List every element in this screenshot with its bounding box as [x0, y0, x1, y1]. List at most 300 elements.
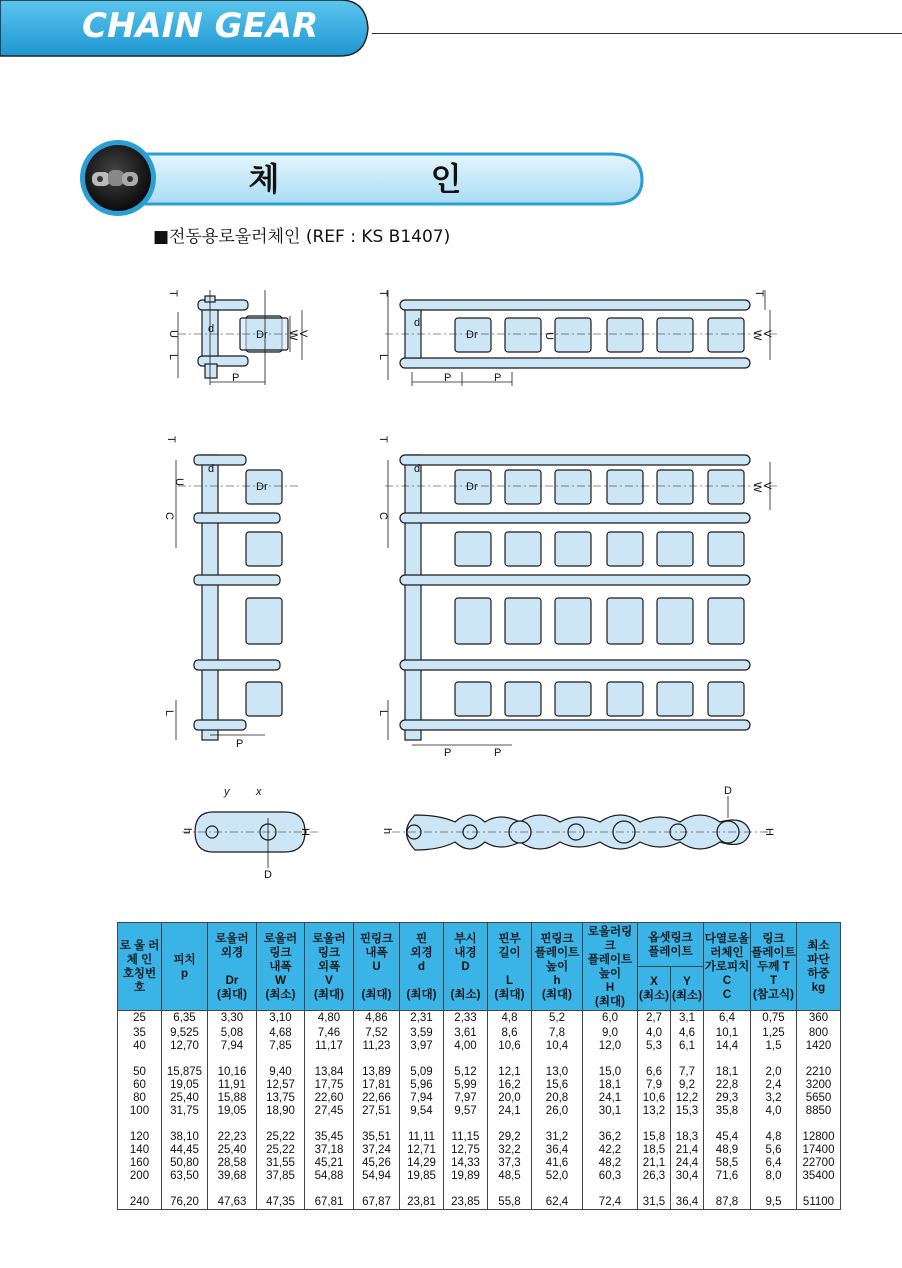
- table-cell: 31,55: [257, 1157, 305, 1170]
- table-cell: 60: [118, 1079, 162, 1092]
- spacer-cell: [118, 1053, 162, 1066]
- table-cell: 13,84: [305, 1066, 354, 1079]
- table-cell: 31,75: [162, 1105, 208, 1118]
- dim-y: y: [224, 786, 230, 798]
- table-cell: 51100: [797, 1196, 841, 1210]
- spacer-cell: [532, 1053, 583, 1066]
- table-cell: 67,81: [305, 1196, 354, 1210]
- table-cell: 31,5: [638, 1196, 671, 1210]
- table-cell: 2,7: [638, 1011, 671, 1027]
- dim-H: H: [299, 828, 311, 836]
- table-cell: 42,2: [583, 1144, 638, 1157]
- table-cell: 15,875: [162, 1066, 208, 1079]
- group-spacer: [118, 1118, 841, 1131]
- multi-row-links-view: [377, 436, 780, 759]
- table-cell: 26,3: [638, 1170, 671, 1183]
- header-pin-link-u: [354, 923, 400, 1011]
- single-strand-view: [167, 290, 309, 385]
- table-cell: 27,51: [354, 1105, 400, 1118]
- table-cell: 11,11: [400, 1131, 444, 1144]
- table-cell: 12,57: [257, 1079, 305, 1092]
- table-row: [118, 1011, 841, 1027]
- header-multi-pitch-text: 다열로울 러체인 가로피치 C C: [704, 932, 750, 1001]
- spacer-cell: [305, 1118, 354, 1131]
- table-cell: 9,0: [583, 1027, 638, 1040]
- table-cell: 5650: [797, 1092, 841, 1105]
- table-cell: 22700: [797, 1157, 841, 1170]
- table-cell: 13,0: [532, 1066, 583, 1079]
- header-roller-plate-h: [583, 923, 638, 1011]
- header-roller-link-w-text: 로울러 링크 내폭 W (최소): [263, 932, 298, 1001]
- table-cell: 41,6: [532, 1157, 583, 1170]
- table-cell: 5,96: [400, 1079, 444, 1092]
- dim-h-2: h: [381, 828, 393, 835]
- table-cell: 17,75: [305, 1079, 354, 1092]
- spacer-cell: [532, 1118, 583, 1131]
- spacer-cell: [257, 1053, 305, 1066]
- table-cell: 14,4: [704, 1040, 751, 1053]
- table-cell: 360: [797, 1011, 841, 1027]
- spacer-cell: [208, 1053, 257, 1066]
- table-cell: 48,5: [488, 1170, 532, 1183]
- table-cell: 26,0: [532, 1105, 583, 1118]
- table-cell: 10,16: [208, 1066, 257, 1079]
- table-cell: 12800: [797, 1131, 841, 1144]
- dim-d-3: d: [208, 463, 215, 475]
- table-cell: 4,86: [354, 1011, 400, 1027]
- table-cell: 4,0: [751, 1105, 797, 1118]
- header-pitch-text: 피치 p: [173, 953, 196, 980]
- header-bush-id: [444, 923, 488, 1011]
- table-cell: 7,8: [532, 1027, 583, 1040]
- table-cell: 3,97: [400, 1040, 444, 1053]
- dim-U: U: [167, 330, 179, 338]
- table-cell: 40: [118, 1040, 162, 1053]
- header-pin-link-u-text: 핀링크 내폭 U (최대): [359, 932, 394, 1001]
- table-row: [118, 1092, 841, 1105]
- table-cell: 45,26: [354, 1157, 400, 1170]
- spacer-cell: [797, 1183, 841, 1196]
- table-cell: 5,3: [638, 1040, 671, 1053]
- table-cell: 100: [118, 1105, 162, 1118]
- dim-T-4: T: [165, 436, 177, 443]
- table-cell: 55,8: [488, 1196, 532, 1210]
- table-cell: 37,3: [488, 1157, 532, 1170]
- table-cell: 4,6: [671, 1027, 704, 1040]
- dim-Dr-2: Dr: [466, 329, 478, 341]
- header-pin-od: [400, 923, 444, 1011]
- spacer-cell: [208, 1118, 257, 1131]
- table-cell: 13,89: [354, 1066, 400, 1079]
- table-cell: 29,2: [488, 1131, 532, 1144]
- table-cell: 35,45: [305, 1131, 354, 1144]
- table-cell: 4,80: [305, 1011, 354, 1027]
- table-cell: 45,4: [704, 1131, 751, 1144]
- table-cell: 35: [118, 1027, 162, 1040]
- table-row: [118, 1040, 841, 1053]
- table-row: [118, 1079, 841, 1092]
- spacer-cell: [704, 1118, 751, 1131]
- table-cell: 120: [118, 1131, 162, 1144]
- table-cell: 2,0: [751, 1066, 797, 1079]
- table-cell: 12,71: [400, 1144, 444, 1157]
- table-cell: 6,35: [162, 1011, 208, 1027]
- table-cell: 9,525: [162, 1027, 208, 1040]
- spacer-cell: [257, 1118, 305, 1131]
- dim-W-3: W: [751, 482, 763, 493]
- table-cell: 5,99: [444, 1079, 488, 1092]
- table-cell: 15,6: [532, 1079, 583, 1092]
- table-cell: 17400: [797, 1144, 841, 1157]
- table-cell: 11,23: [354, 1040, 400, 1053]
- spacer-cell: [638, 1053, 671, 1066]
- header-offset-group: [638, 923, 704, 967]
- header-pin-plate-h: [532, 923, 583, 1011]
- table-cell: 4,8: [751, 1131, 797, 1144]
- table-cell: 800: [797, 1027, 841, 1040]
- dim-L: L: [167, 354, 179, 361]
- table-cell: 39,68: [208, 1170, 257, 1183]
- table-cell: 32,2: [488, 1144, 532, 1157]
- spacer-cell: [671, 1118, 704, 1131]
- table-cell: 3,10: [257, 1011, 305, 1027]
- spacer-cell: [118, 1183, 162, 1196]
- table-cell: 8,0: [751, 1170, 797, 1183]
- table-cell: 2,31: [400, 1011, 444, 1027]
- table-cell: 4,8: [488, 1011, 532, 1027]
- table-cell: 10,6: [638, 1092, 671, 1105]
- table-cell: 9,5: [751, 1196, 797, 1210]
- table-cell: 10,6: [488, 1040, 532, 1053]
- dim-V-2: V: [761, 330, 773, 338]
- table-row: [118, 1105, 841, 1118]
- table-cell: 8,6: [488, 1027, 532, 1040]
- group-spacer: [118, 1183, 841, 1196]
- table-cell: 18,3: [671, 1131, 704, 1144]
- table-cell: 22,8: [704, 1079, 751, 1092]
- dim-Dr-3: Dr: [256, 481, 268, 493]
- spacer-cell: [354, 1053, 400, 1066]
- header-pin-od-text: 핀 외경 d (최대): [406, 932, 437, 1001]
- table-cell: 18,5: [638, 1144, 671, 1157]
- header-bush-id-text: 부시 내경 D (최소): [450, 932, 481, 1001]
- table-cell: 9,54: [400, 1105, 444, 1118]
- header-roller-od: [208, 923, 257, 1011]
- table-cell: 19,05: [162, 1079, 208, 1092]
- table-cell: 3,2: [751, 1092, 797, 1105]
- header-pitch: [162, 923, 208, 1011]
- header-roller-od-text: 로울러 외경 Dr (최대): [215, 932, 249, 1001]
- table-cell: 30,1: [583, 1105, 638, 1118]
- spacer-cell: [583, 1118, 638, 1131]
- table-cell: 7,46: [305, 1027, 354, 1040]
- table-cell: 44,45: [162, 1144, 208, 1157]
- table-cell: 52,0: [532, 1170, 583, 1183]
- chain-drawings: [0, 270, 902, 900]
- table-cell: 18,90: [257, 1105, 305, 1118]
- spacer-cell: [638, 1183, 671, 1196]
- spacer-cell: [444, 1183, 488, 1196]
- dim-V: V: [297, 330, 309, 338]
- table-cell: 9,40: [257, 1066, 305, 1079]
- dim-P-3: P: [494, 372, 502, 384]
- dim-L-2: L: [377, 354, 389, 361]
- table-cell: 35,51: [354, 1131, 400, 1144]
- dim-H-2: H: [763, 828, 775, 836]
- table-cell: 36,4: [532, 1144, 583, 1157]
- header-break-load: [797, 923, 841, 1011]
- header-offset-y-text: Y (최소): [672, 975, 702, 1002]
- table-cell: 5,09: [400, 1066, 444, 1079]
- table-cell: 2,4: [751, 1079, 797, 1092]
- header-pin-len: [488, 923, 532, 1011]
- spacer-cell: [305, 1183, 354, 1196]
- table-cell: 240: [118, 1196, 162, 1210]
- table-cell: 140: [118, 1144, 162, 1157]
- header-plate-t-text: 링크 플레이트 두께 T T (참고식): [751, 932, 796, 1001]
- table-cell: 54,94: [354, 1170, 400, 1183]
- spacer-cell: [444, 1118, 488, 1131]
- table-cell: 14,33: [444, 1157, 488, 1170]
- table-cell: 2210: [797, 1066, 841, 1079]
- table-cell: 3,61: [444, 1027, 488, 1040]
- table-body: [118, 1011, 841, 1210]
- spacer-cell: [488, 1183, 532, 1196]
- table-cell: 38,10: [162, 1131, 208, 1144]
- table-cell: 4,0: [638, 1027, 671, 1040]
- table-cell: 24,1: [488, 1105, 532, 1118]
- table-cell: 21,1: [638, 1157, 671, 1170]
- dim-d-4: d: [414, 463, 421, 475]
- dim-D: D: [264, 869, 272, 881]
- table-cell: 62,4: [532, 1196, 583, 1210]
- table-cell: 47,63: [208, 1196, 257, 1210]
- table-cell: 27,45: [305, 1105, 354, 1118]
- table-cell: 160: [118, 1157, 162, 1170]
- header-pin-len-text: 핀부 길이 L (최대): [494, 932, 525, 1001]
- dim-h: h: [181, 828, 193, 835]
- table-cell: 22,66: [354, 1092, 400, 1105]
- spacer-cell: [162, 1053, 208, 1066]
- table-cell: 3,1: [671, 1011, 704, 1027]
- dim-d: d: [208, 323, 215, 335]
- spacer-cell: [444, 1053, 488, 1066]
- table-cell: 9,57: [444, 1105, 488, 1118]
- header-offset-group-text: 옵셋링크 플레이트: [648, 931, 693, 958]
- table-cell: 1,5: [751, 1040, 797, 1053]
- table-cell: 19,05: [208, 1105, 257, 1118]
- dim-L-4: L: [377, 710, 389, 717]
- table-cell: 60,3: [583, 1170, 638, 1183]
- header-title: CHAIN GEAR: [82, 6, 319, 46]
- table-cell: 47,35: [257, 1196, 305, 1210]
- table-cell: 45,21: [305, 1157, 354, 1170]
- dim-D-2: D: [724, 785, 732, 797]
- table-cell: 5,2: [532, 1011, 583, 1027]
- table-cell: 36,2: [583, 1131, 638, 1144]
- dim-W-2: W: [751, 330, 763, 341]
- spacer-cell: [354, 1118, 400, 1131]
- spacer-cell: [751, 1053, 797, 1066]
- table-cell: 6,6: [638, 1066, 671, 1079]
- spacer-cell: [488, 1053, 532, 1066]
- table-cell: 5,08: [208, 1027, 257, 1040]
- dim-P-5: P: [444, 747, 452, 759]
- table-cell: 12,1: [488, 1066, 532, 1079]
- table-cell: 72,4: [583, 1196, 638, 1210]
- spacer-cell: [162, 1118, 208, 1131]
- dim-W: W: [287, 330, 299, 341]
- table-row: [118, 1196, 841, 1210]
- dim-P-2: P: [444, 372, 452, 384]
- table-cell: 21,4: [671, 1144, 704, 1157]
- table-cell: 15,8: [638, 1131, 671, 1144]
- offset-plate-profile: [181, 786, 318, 881]
- table-cell: 19,85: [400, 1170, 444, 1183]
- table-cell: 5,6: [751, 1144, 797, 1157]
- table-row: [118, 1066, 841, 1079]
- spacer-cell: [751, 1118, 797, 1131]
- header-offset-x-text: X (최소): [639, 975, 669, 1002]
- subtitle: ■전동용로울러체인 (REF : KS B1407): [153, 227, 451, 247]
- table-cell: 87,8: [704, 1196, 751, 1210]
- dim-C-2: C: [377, 512, 389, 520]
- chain-thumbnail-icon: [92, 170, 138, 186]
- table-cell: 24,1: [583, 1092, 638, 1105]
- spacer-cell: [400, 1183, 444, 1196]
- table-cell: 15,0: [583, 1066, 638, 1079]
- dim-U-3: U: [173, 478, 185, 486]
- table-cell: 7,94: [400, 1092, 444, 1105]
- dim-P: P: [232, 372, 240, 384]
- table-cell: 11,15: [444, 1131, 488, 1144]
- table-cell: 6,4: [751, 1157, 797, 1170]
- table-cell: 31,2: [532, 1131, 583, 1144]
- header-offset-y: [671, 967, 704, 1011]
- table-cell: 48,9: [704, 1144, 751, 1157]
- dim-P-4: P: [236, 738, 244, 750]
- header-plate-t: [751, 923, 797, 1011]
- table-cell: 20,8: [532, 1092, 583, 1105]
- table-cell: 6,4: [704, 1011, 751, 1027]
- table-cell: 25,40: [208, 1144, 257, 1157]
- spacer-cell: [704, 1183, 751, 1196]
- spacer-cell: [797, 1053, 841, 1066]
- dim-T: T: [167, 290, 179, 297]
- table-cell: 37,85: [257, 1170, 305, 1183]
- spacer-cell: [797, 1118, 841, 1131]
- spacer-cell: [671, 1183, 704, 1196]
- header-roller-link-v: [305, 923, 354, 1011]
- table-cell: 7,97: [444, 1092, 488, 1105]
- spacer-cell: [583, 1183, 638, 1196]
- table-cell: 14,29: [400, 1157, 444, 1170]
- table-cell: 16,2: [488, 1079, 532, 1092]
- multi-row-side-view: [163, 436, 300, 750]
- table-cell: 12,70: [162, 1040, 208, 1053]
- table-cell: 18,1: [704, 1066, 751, 1079]
- table-cell: 3,30: [208, 1011, 257, 1027]
- table-cell: 11,17: [305, 1040, 354, 1053]
- table-cell: 20,0: [488, 1092, 532, 1105]
- table-cell: 35400: [797, 1170, 841, 1183]
- header-chain-no: [118, 923, 162, 1011]
- table-cell: 35,8: [704, 1105, 751, 1118]
- table-cell: 37,18: [305, 1144, 354, 1157]
- table-cell: 22,60: [305, 1092, 354, 1105]
- dim-P-6: P: [494, 747, 502, 759]
- spacer-cell: [704, 1053, 751, 1066]
- table-cell: 50: [118, 1066, 162, 1079]
- table-cell: 3200: [797, 1079, 841, 1092]
- group-spacer: [118, 1053, 841, 1066]
- table-cell: 1420: [797, 1040, 841, 1053]
- table-cell: 6,0: [583, 1011, 638, 1027]
- table-row: [118, 1027, 841, 1040]
- header-pin-plate-h-text: 핀링크 플레이트 높이 h (최대): [534, 932, 580, 1001]
- table-row: [118, 1144, 841, 1157]
- table-cell: 12,2: [671, 1092, 704, 1105]
- table-cell: 4,00: [444, 1040, 488, 1053]
- table-cell: 63,50: [162, 1170, 208, 1183]
- dim-d-2: d: [414, 317, 421, 329]
- header-offset-x: [638, 967, 671, 1011]
- spacer-cell: [305, 1053, 354, 1066]
- table-cell: 5,12: [444, 1066, 488, 1079]
- table-cell: 4,68: [257, 1027, 305, 1040]
- table-cell: 80: [118, 1092, 162, 1105]
- header-chain-no-text: 로 울 러 체 인 호칭번호: [119, 939, 160, 994]
- table-cell: 25: [118, 1011, 162, 1027]
- spacer-cell: [400, 1118, 444, 1131]
- header-multi-pitch: [704, 923, 751, 1011]
- table-cell: 76,20: [162, 1196, 208, 1210]
- table-cell: 48,2: [583, 1157, 638, 1170]
- table-cell: 200: [118, 1170, 162, 1183]
- spacer-cell: [583, 1053, 638, 1066]
- chain-plate-profile: [381, 785, 775, 850]
- spacer-cell: [400, 1053, 444, 1066]
- dim-T-2: T: [377, 290, 389, 297]
- table-cell: 3,59: [400, 1027, 444, 1040]
- spacer-cell: [162, 1183, 208, 1196]
- table-cell: 15,88: [208, 1092, 257, 1105]
- table-cell: 7,9: [638, 1079, 671, 1092]
- table-cell: 17,81: [354, 1079, 400, 1092]
- table-row: [118, 1157, 841, 1170]
- table-cell: 7,7: [671, 1066, 704, 1079]
- table-cell: 6,1: [671, 1040, 704, 1053]
- spacer-cell: [257, 1183, 305, 1196]
- table-cell: 24,4: [671, 1157, 704, 1170]
- table-cell: 12,75: [444, 1144, 488, 1157]
- table-cell: 11,91: [208, 1079, 257, 1092]
- spacer-cell: [354, 1183, 400, 1196]
- table-cell: 0,75: [751, 1011, 797, 1027]
- header-roller-plate-h-text: 로울러링크 플레이트 높이 H (최대): [587, 925, 633, 1008]
- table-cell: 36,4: [671, 1196, 704, 1210]
- spacer-cell: [751, 1183, 797, 1196]
- roller-chain-spec-table: [117, 922, 841, 1210]
- spacer-cell: [208, 1183, 257, 1196]
- table-cell: 18,1: [583, 1079, 638, 1092]
- dim-Dr-4: Dr: [466, 481, 478, 493]
- table-cell: 54,88: [305, 1170, 354, 1183]
- header-roller-link-v-text: 로울러 링크 외폭 V (최대): [312, 932, 346, 1001]
- table-cell: 30,4: [671, 1170, 704, 1183]
- dim-C: C: [163, 512, 175, 520]
- table-cell: 58,5: [704, 1157, 751, 1170]
